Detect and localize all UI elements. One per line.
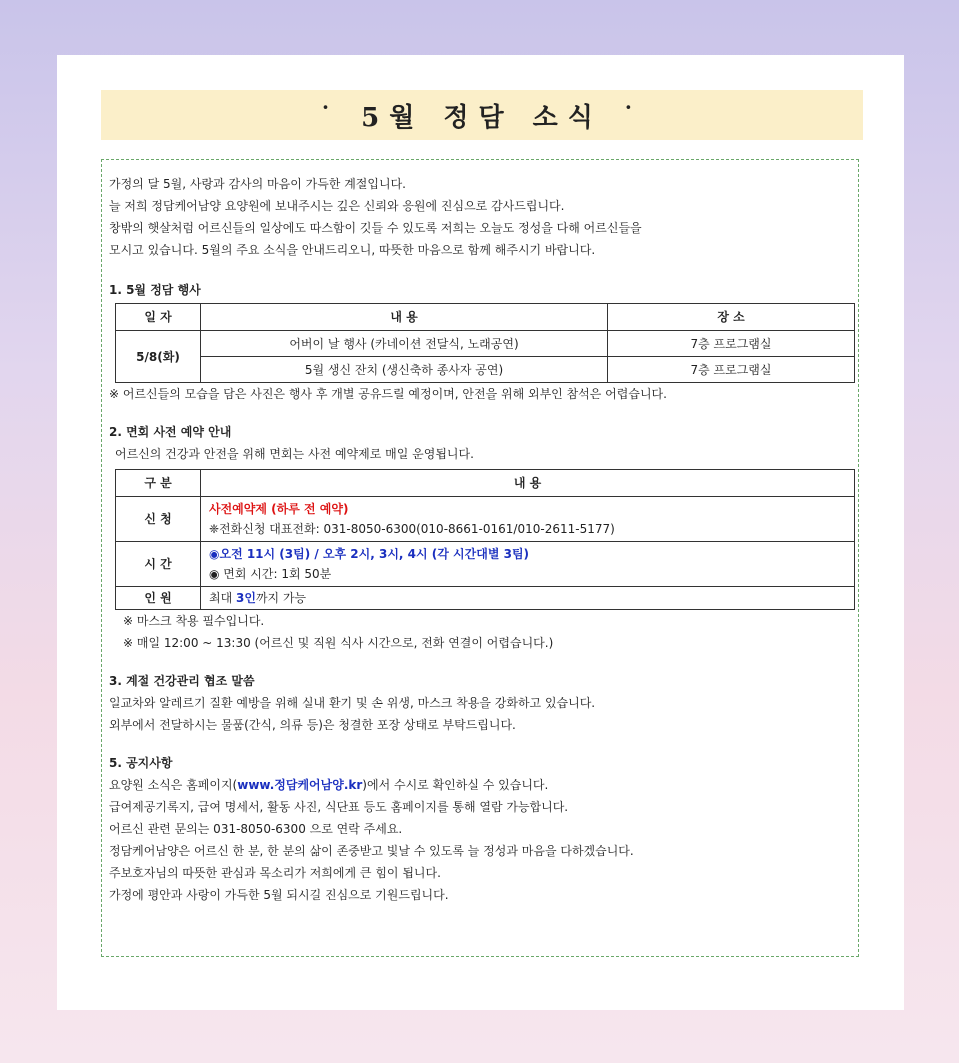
section2-subtitle: 어르신의 건강과 안전을 위해 면회는 사전 예약제로 매일 운영됩니다. (115, 447, 474, 461)
intro-line: 늘 저희 정담케어남양 요양원에 보내주시는 깊은 신뢰와 응원에 진심으로 감사드립니다. (109, 199, 565, 213)
apply-method: 사전예약제 (하루 전 예약) (209, 502, 349, 516)
homepage-line (109, 774, 853, 796)
homepage-suffix: )에서 수시로 확인하실 수 있습니다. (362, 778, 549, 792)
table-row (116, 357, 855, 383)
col-date-header: 일 자 (116, 304, 201, 331)
section2-note: ※ 마스크 착용 필수입니다. (123, 614, 265, 628)
apply-label: 신 청 (116, 497, 201, 542)
event-content: 어버이 날 행사 (카네이션 전달식, 노래공연) (201, 331, 608, 357)
col-category-header: 구 분 (116, 470, 201, 497)
col-content-header: 내 용 (201, 304, 608, 331)
event-date: 5/8(화) (116, 331, 201, 383)
apply-phone: ❈전화신청 대표전화: 031-8050-6300(010-8661-0161/010-2611-5177) (209, 522, 615, 536)
intro-line: 창밖의 햇살처럼 어르신들의 일상에도 따스함이 깃들 수 있도록 저희는 오늘도 정성을 다해 어르신들을 (109, 221, 642, 235)
visit-duration: ◉ 면회 시간: 1회 50분 (209, 567, 332, 581)
title-banner (101, 90, 863, 140)
section5-heading: 5. 공지사항 (109, 756, 173, 770)
homepage-link[interactable]: www.정담케어남양.kr (237, 778, 363, 792)
event-place: 7층 프로그램실 (608, 331, 855, 357)
section2-note: ※ 매일 12:00 ~ 13:30 (어르신 및 직원 식사 시간으로, 전화 연결이 어렵습니다.) (123, 636, 554, 650)
section3-line: 외부에서 전달하시는 물품(간식, 의류 등)은 청결한 포장 상태로 부탁드립니다. (109, 718, 516, 732)
people-prefix: 최대 (209, 591, 236, 605)
people-suffix: 까지 가능 (255, 591, 307, 605)
notice-line: 가정에 평안과 사랑이 가득한 5월 되시길 진심으로 기원드립니다. (109, 888, 449, 902)
section3-heading: 3. 계절 건강관리 협조 말씀 (109, 674, 255, 688)
people-label: 인 원 (116, 587, 201, 610)
table-row (116, 542, 855, 587)
section2-heading: 2. 면회 사전 예약 안내 (109, 425, 232, 439)
col-place-header: 장 소 (608, 304, 855, 331)
intro-line: 모시고 있습니다. 5월의 주요 소식을 안내드리오니, 따뜻한 마음으로 함께 해주시기 바랍니다. (109, 243, 596, 257)
time-slots: ◉오전 11시 (3팀) / 오후 2시, 3시, 4시 (각 시간대별 3팀) (209, 547, 530, 561)
notice-line: 급여제공기록지, 급여 명세서, 활동 사진, 식단표 등도 홈페이지를 통해 열람 가능합니다. (109, 800, 569, 814)
col-content-header: 내 용 (201, 470, 855, 497)
homepage-prefix: 요양원 소식은 홈페이지( (109, 778, 238, 792)
table-row (116, 587, 855, 610)
event-content: 5월 생신 잔치 (생신축하 종사자 공연) (201, 357, 608, 383)
page-title: ˙ 5월 정담 소식 ˙ (319, 102, 645, 133)
visit-table (115, 469, 855, 610)
content-box (101, 159, 859, 957)
intro-line: 가정의 달 5월, 사랑과 감사의 마음이 가득한 계절입니다. (109, 177, 406, 191)
section1-note: ※ 어르신들의 모습을 담은 사진은 행사 후 개별 공유드릴 예정이며, 안전을 위해 외부인 참석은 어렵습니다. (109, 387, 667, 401)
intro-paragraph (109, 173, 853, 261)
section3-line: 일교차와 알레르기 질환 예방을 위해 실내 환기 및 손 위생, 마스크 착용을 강화하고 있습니다. (109, 696, 596, 710)
notice-line: 어르신 관련 문의는 031-8050-6300 으로 연락 주세요. (109, 822, 403, 836)
time-label: 시 간 (116, 542, 201, 587)
table-row (116, 497, 855, 542)
event-place: 7층 프로그램실 (608, 357, 855, 383)
notice-line: 주보호자님의 따뜻한 관심과 목소리가 저희에게 큰 힘이 됩니다. (109, 866, 441, 880)
events-table (115, 303, 855, 383)
notice-line: 정담케어남양은 어르신 한 분, 한 분의 삶이 존중받고 빛날 수 있도록 늘 정성과 마음을 다하겠습니다. (109, 844, 634, 858)
table-row (116, 331, 855, 357)
people-count: 3인 (236, 591, 256, 605)
section1-heading: 1. 5월 정담 행사 (109, 283, 201, 297)
newsletter-page (57, 55, 904, 1010)
